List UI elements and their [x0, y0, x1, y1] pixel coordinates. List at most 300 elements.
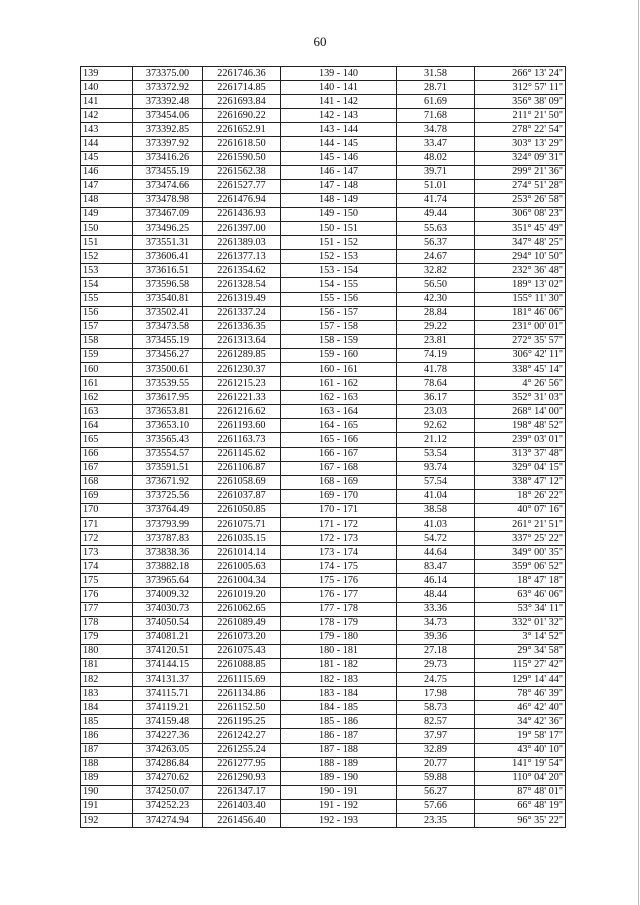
y-coordinate-cell: 2261115.69 — [203, 673, 281, 687]
segment-cell: 173 - 174 — [281, 546, 397, 560]
y-coordinate-cell: 2261242.27 — [203, 729, 281, 743]
direction-angle-cell: 46° 42' 40" — [475, 701, 566, 715]
direction-angle-cell: 115° 27' 42" — [475, 658, 566, 672]
table-row — [81, 813, 566, 827]
segment-cell: 176 - 177 — [281, 588, 397, 602]
segment-cell: 149 - 150 — [281, 207, 397, 221]
table-row — [81, 67, 566, 81]
direction-angle-cell: 351° 45' 49" — [475, 222, 566, 236]
direction-angle-cell: 181° 46' 06" — [475, 306, 566, 320]
point-number-cell: 141 — [81, 95, 133, 109]
segment-cell: 147 - 148 — [281, 179, 397, 193]
x-coordinate-cell: 373617.95 — [133, 391, 203, 405]
length-cell: 48.44 — [397, 588, 475, 602]
length-cell: 48.02 — [397, 151, 475, 165]
length-cell: 33.36 — [397, 602, 475, 616]
x-coordinate-cell: 373725.56 — [133, 489, 203, 503]
direction-angle-cell: 96° 35' 22" — [475, 813, 566, 827]
length-cell: 44.64 — [397, 546, 475, 560]
point-number-cell: 187 — [81, 743, 133, 757]
segment-cell: 144 - 145 — [281, 137, 397, 151]
direction-angle-cell: 313° 37' 48" — [475, 447, 566, 461]
y-coordinate-cell: 2261319.49 — [203, 292, 281, 306]
point-number-cell: 144 — [81, 137, 133, 151]
direction-angle-cell: 43° 40' 10" — [475, 743, 566, 757]
table-row — [81, 334, 566, 348]
direction-angle-cell: 53° 34' 11" — [475, 602, 566, 616]
segment-cell: 160 - 161 — [281, 362, 397, 376]
y-coordinate-cell: 2261403.40 — [203, 799, 281, 813]
point-number-cell: 151 — [81, 236, 133, 250]
x-coordinate-cell: 373764.49 — [133, 503, 203, 517]
segment-cell: 161 - 162 — [281, 377, 397, 391]
point-number-cell: 168 — [81, 475, 133, 489]
segment-cell: 155 - 156 — [281, 292, 397, 306]
length-cell: 56.50 — [397, 278, 475, 292]
direction-angle-cell: 359° 06' 52" — [475, 560, 566, 574]
point-number-cell: 142 — [81, 109, 133, 123]
x-coordinate-cell: 373539.55 — [133, 377, 203, 391]
y-coordinate-cell: 2261134.86 — [203, 687, 281, 701]
length-cell: 39.71 — [397, 165, 475, 179]
x-coordinate-cell: 373554.57 — [133, 447, 203, 461]
x-coordinate-cell: 374131.37 — [133, 673, 203, 687]
y-coordinate-cell: 2261277.95 — [203, 757, 281, 771]
segment-cell: 162 - 163 — [281, 391, 397, 405]
segment-cell: 151 - 152 — [281, 236, 397, 250]
x-coordinate-cell: 373596.58 — [133, 278, 203, 292]
length-cell: 32.89 — [397, 743, 475, 757]
x-coordinate-cell: 374050.54 — [133, 616, 203, 630]
y-coordinate-cell: 2261004.34 — [203, 574, 281, 588]
y-coordinate-cell: 2261073.20 — [203, 630, 281, 644]
direction-angle-cell: 278° 22' 54" — [475, 123, 566, 137]
x-coordinate-cell: 373392.48 — [133, 95, 203, 109]
x-coordinate-cell: 374115.71 — [133, 687, 203, 701]
segment-cell: 168 - 169 — [281, 475, 397, 489]
x-coordinate-cell: 374286.84 — [133, 757, 203, 771]
direction-angle-cell: 268° 14' 00" — [475, 405, 566, 419]
x-coordinate-cell: 373793.99 — [133, 518, 203, 532]
segment-cell: 141 - 142 — [281, 95, 397, 109]
point-number-cell: 160 — [81, 362, 133, 376]
segment-cell: 158 - 159 — [281, 334, 397, 348]
y-coordinate-cell: 2261195.25 — [203, 715, 281, 729]
page-edge — [638, 0, 639, 905]
length-cell: 53.54 — [397, 447, 475, 461]
segment-cell: 184 - 185 — [281, 701, 397, 715]
y-coordinate-cell: 2261690.22 — [203, 109, 281, 123]
length-cell: 27.18 — [397, 644, 475, 658]
table-row — [81, 743, 566, 757]
length-cell: 42.30 — [397, 292, 475, 306]
point-number-cell: 148 — [81, 193, 133, 207]
segment-cell: 164 - 165 — [281, 419, 397, 433]
segment-cell: 150 - 151 — [281, 222, 397, 236]
table-row — [81, 447, 566, 461]
length-cell: 20.77 — [397, 757, 475, 771]
y-coordinate-cell: 2261377.13 — [203, 250, 281, 264]
y-coordinate-cell: 2261289.85 — [203, 348, 281, 362]
segment-cell: 187 - 188 — [281, 743, 397, 757]
segment-cell: 171 - 172 — [281, 518, 397, 532]
segment-cell: 172 - 173 — [281, 532, 397, 546]
direction-angle-cell: 239° 03' 01" — [475, 433, 566, 447]
segment-cell: 143 - 144 — [281, 123, 397, 137]
segment-cell: 191 - 192 — [281, 799, 397, 813]
y-coordinate-cell: 2261088.85 — [203, 658, 281, 672]
table-row — [81, 489, 566, 503]
y-coordinate-cell: 2261562.38 — [203, 165, 281, 179]
table-row — [81, 503, 566, 517]
x-coordinate-cell: 373565.43 — [133, 433, 203, 447]
y-coordinate-cell: 2261389.03 — [203, 236, 281, 250]
length-cell: 29.22 — [397, 320, 475, 334]
direction-angle-cell: 312° 57' 11" — [475, 81, 566, 95]
point-number-cell: 164 — [81, 419, 133, 433]
direction-angle-cell: 253° 26' 58" — [475, 193, 566, 207]
direction-angle-cell: 332° 01' 32" — [475, 616, 566, 630]
point-number-cell: 180 — [81, 644, 133, 658]
point-number-cell: 167 — [81, 461, 133, 475]
x-coordinate-cell: 374009.32 — [133, 588, 203, 602]
table-row — [81, 109, 566, 123]
x-coordinate-cell: 373653.10 — [133, 419, 203, 433]
y-coordinate-cell: 2261106.87 — [203, 461, 281, 475]
y-coordinate-cell: 2261354.62 — [203, 264, 281, 278]
point-number-cell: 174 — [81, 560, 133, 574]
point-number-cell: 143 — [81, 123, 133, 137]
direction-angle-cell: 29° 34' 58" — [475, 644, 566, 658]
x-coordinate-cell: 374030.73 — [133, 602, 203, 616]
length-cell: 37.97 — [397, 729, 475, 743]
point-number-cell: 189 — [81, 771, 133, 785]
segment-cell: 170 - 171 — [281, 503, 397, 517]
x-coordinate-cell: 373838.36 — [133, 546, 203, 560]
length-cell: 24.75 — [397, 673, 475, 687]
table-row — [81, 588, 566, 602]
direction-angle-cell: 306° 42' 11" — [475, 348, 566, 362]
x-coordinate-cell: 374263.05 — [133, 743, 203, 757]
point-number-cell: 157 — [81, 320, 133, 334]
table-row — [81, 81, 566, 95]
x-coordinate-cell: 373474.66 — [133, 179, 203, 193]
length-cell: 41.74 — [397, 193, 475, 207]
x-coordinate-cell: 373653.81 — [133, 405, 203, 419]
coordinates-table — [80, 66, 566, 828]
point-number-cell: 140 — [81, 81, 133, 95]
direction-angle-cell: 110° 04' 20" — [475, 771, 566, 785]
direction-angle-cell: 155° 11' 30" — [475, 292, 566, 306]
point-number-cell: 166 — [81, 447, 133, 461]
segment-cell: 140 - 141 — [281, 81, 397, 95]
length-cell: 31.58 — [397, 67, 475, 81]
x-coordinate-cell: 373454.06 — [133, 109, 203, 123]
point-number-cell: 149 — [81, 207, 133, 221]
point-number-cell: 158 — [81, 334, 133, 348]
y-coordinate-cell: 2261035.15 — [203, 532, 281, 546]
table-row — [81, 320, 566, 334]
direction-angle-cell: 66° 48' 19" — [475, 799, 566, 813]
table-row — [81, 715, 566, 729]
segment-cell: 190 - 191 — [281, 785, 397, 799]
point-number-cell: 185 — [81, 715, 133, 729]
length-cell: 23.81 — [397, 334, 475, 348]
direction-angle-cell: 4° 26' 56" — [475, 377, 566, 391]
table-row — [81, 757, 566, 771]
x-coordinate-cell: 374274.94 — [133, 813, 203, 827]
segment-cell: 192 - 193 — [281, 813, 397, 827]
segment-cell: 157 - 158 — [281, 320, 397, 334]
y-coordinate-cell: 2261089.49 — [203, 616, 281, 630]
segment-cell: 154 - 155 — [281, 278, 397, 292]
y-coordinate-cell: 2261255.24 — [203, 743, 281, 757]
x-coordinate-cell: 374270.62 — [133, 771, 203, 785]
point-number-cell: 183 — [81, 687, 133, 701]
y-coordinate-cell: 2261062.65 — [203, 602, 281, 616]
point-number-cell: 150 — [81, 222, 133, 236]
direction-angle-cell: 40° 07' 16" — [475, 503, 566, 517]
direction-angle-cell: 329° 04' 15" — [475, 461, 566, 475]
table-row — [81, 602, 566, 616]
segment-cell: 169 - 170 — [281, 489, 397, 503]
table-row — [81, 250, 566, 264]
direction-angle-cell: 274° 51' 28" — [475, 179, 566, 193]
segment-cell: 189 - 190 — [281, 771, 397, 785]
length-cell: 34.73 — [397, 616, 475, 630]
direction-angle-cell: 198° 48' 52" — [475, 419, 566, 433]
x-coordinate-cell: 373882.18 — [133, 560, 203, 574]
x-coordinate-cell: 374159.48 — [133, 715, 203, 729]
y-coordinate-cell: 2261714.85 — [203, 81, 281, 95]
x-coordinate-cell: 374119.21 — [133, 701, 203, 715]
length-cell: 57.66 — [397, 799, 475, 813]
point-number-cell: 147 — [81, 179, 133, 193]
y-coordinate-cell: 2261193.60 — [203, 419, 281, 433]
y-coordinate-cell: 2261058.69 — [203, 475, 281, 489]
length-cell: 41.03 — [397, 518, 475, 532]
direction-angle-cell: 272° 35' 57" — [475, 334, 566, 348]
y-coordinate-cell: 2261693.84 — [203, 95, 281, 109]
segment-cell: 186 - 187 — [281, 729, 397, 743]
direction-angle-cell: 141° 19' 54" — [475, 757, 566, 771]
length-cell: 59.88 — [397, 771, 475, 785]
point-number-cell: 179 — [81, 630, 133, 644]
table-row — [81, 546, 566, 560]
y-coordinate-cell: 2261590.50 — [203, 151, 281, 165]
segment-cell: 182 - 183 — [281, 673, 397, 687]
y-coordinate-cell: 2261152.50 — [203, 701, 281, 715]
y-coordinate-cell: 2261436.93 — [203, 207, 281, 221]
point-number-cell: 176 — [81, 588, 133, 602]
table-row — [81, 433, 566, 447]
table-row — [81, 179, 566, 193]
point-number-cell: 156 — [81, 306, 133, 320]
y-coordinate-cell: 2261618.50 — [203, 137, 281, 151]
y-coordinate-cell: 2261746.36 — [203, 67, 281, 81]
table-row — [81, 785, 566, 799]
y-coordinate-cell: 2261328.54 — [203, 278, 281, 292]
y-coordinate-cell: 2261145.62 — [203, 447, 281, 461]
x-coordinate-cell: 373456.27 — [133, 348, 203, 362]
y-coordinate-cell: 2261527.77 — [203, 179, 281, 193]
table-row — [81, 799, 566, 813]
length-cell: 28.71 — [397, 81, 475, 95]
length-cell: 23.03 — [397, 405, 475, 419]
x-coordinate-cell: 373616.51 — [133, 264, 203, 278]
point-number-cell: 153 — [81, 264, 133, 278]
direction-angle-cell: 356° 38' 09" — [475, 95, 566, 109]
length-cell: 38.58 — [397, 503, 475, 517]
table-row — [81, 264, 566, 278]
segment-cell: 183 - 184 — [281, 687, 397, 701]
direction-angle-cell: 211° 21' 50" — [475, 109, 566, 123]
segment-cell: 181 - 182 — [281, 658, 397, 672]
segment-cell: 177 - 178 — [281, 602, 397, 616]
x-coordinate-cell: 374252.23 — [133, 799, 203, 813]
direction-angle-cell: 352° 31' 03" — [475, 391, 566, 405]
length-cell: 29.73 — [397, 658, 475, 672]
table-row — [81, 574, 566, 588]
segment-cell: 175 - 176 — [281, 574, 397, 588]
length-cell: 17.98 — [397, 687, 475, 701]
length-cell: 51.01 — [397, 179, 475, 193]
table-row — [81, 391, 566, 405]
length-cell: 92.62 — [397, 419, 475, 433]
x-coordinate-cell: 373375.00 — [133, 67, 203, 81]
x-coordinate-cell: 373606.41 — [133, 250, 203, 264]
direction-angle-cell: 87° 48' 01" — [475, 785, 566, 799]
table-row — [81, 419, 566, 433]
x-coordinate-cell: 373502.41 — [133, 306, 203, 320]
direction-angle-cell: 232° 36' 48" — [475, 264, 566, 278]
length-cell: 82.57 — [397, 715, 475, 729]
segment-cell: 174 - 175 — [281, 560, 397, 574]
length-cell: 32.82 — [397, 264, 475, 278]
y-coordinate-cell: 2261337.24 — [203, 306, 281, 320]
point-number-cell: 163 — [81, 405, 133, 419]
y-coordinate-cell: 2261075.71 — [203, 518, 281, 532]
length-cell: 71.68 — [397, 109, 475, 123]
length-cell: 36.17 — [397, 391, 475, 405]
table-row — [81, 630, 566, 644]
table-row — [81, 165, 566, 179]
table-row — [81, 151, 566, 165]
y-coordinate-cell: 2261005.63 — [203, 560, 281, 574]
table-row — [81, 701, 566, 715]
length-cell: 39.36 — [397, 630, 475, 644]
point-number-cell: 155 — [81, 292, 133, 306]
length-cell: 28.84 — [397, 306, 475, 320]
point-number-cell: 154 — [81, 278, 133, 292]
table-row — [81, 658, 566, 672]
point-number-cell: 175 — [81, 574, 133, 588]
direction-angle-cell: 337° 25' 22" — [475, 532, 566, 546]
x-coordinate-cell: 373467.09 — [133, 207, 203, 221]
point-number-cell: 146 — [81, 165, 133, 179]
y-coordinate-cell: 2261290.93 — [203, 771, 281, 785]
segment-cell: 165 - 166 — [281, 433, 397, 447]
table-row — [81, 193, 566, 207]
segment-cell: 146 - 147 — [281, 165, 397, 179]
point-number-cell: 172 — [81, 532, 133, 546]
x-coordinate-cell: 373455.19 — [133, 165, 203, 179]
table-row — [81, 362, 566, 376]
length-cell: 49.44 — [397, 207, 475, 221]
direction-angle-cell: 18° 47' 18" — [475, 574, 566, 588]
direction-angle-cell: 306° 08' 23" — [475, 207, 566, 221]
table-row — [81, 306, 566, 320]
direction-angle-cell: 303° 13' 29" — [475, 137, 566, 151]
length-cell: 34.78 — [397, 123, 475, 137]
x-coordinate-cell: 373965.64 — [133, 574, 203, 588]
point-number-cell: 177 — [81, 602, 133, 616]
y-coordinate-cell: 2261215.23 — [203, 377, 281, 391]
length-cell: 41.78 — [397, 362, 475, 376]
table-row — [81, 95, 566, 109]
segment-cell: 167 - 168 — [281, 461, 397, 475]
y-coordinate-cell: 2261397.00 — [203, 222, 281, 236]
point-number-cell: 182 — [81, 673, 133, 687]
direction-angle-cell: 324° 09' 31" — [475, 151, 566, 165]
table-row — [81, 377, 566, 391]
point-number-cell: 186 — [81, 729, 133, 743]
point-number-cell: 181 — [81, 658, 133, 672]
x-coordinate-cell: 373392.85 — [133, 123, 203, 137]
y-coordinate-cell: 2261221.33 — [203, 391, 281, 405]
x-coordinate-cell: 373478.98 — [133, 193, 203, 207]
x-coordinate-cell: 374120.51 — [133, 644, 203, 658]
length-cell: 33.47 — [397, 137, 475, 151]
direction-angle-cell: 266° 13' 24" — [475, 67, 566, 81]
length-cell: 54.72 — [397, 532, 475, 546]
segment-cell: 145 - 146 — [281, 151, 397, 165]
segment-cell: 156 - 157 — [281, 306, 397, 320]
segment-cell: 142 - 143 — [281, 109, 397, 123]
x-coordinate-cell: 374227.36 — [133, 729, 203, 743]
x-coordinate-cell: 373787.83 — [133, 532, 203, 546]
table-row — [81, 687, 566, 701]
table-row — [81, 644, 566, 658]
segment-cell: 180 - 181 — [281, 644, 397, 658]
point-number-cell: 169 — [81, 489, 133, 503]
table-row — [81, 560, 566, 574]
segment-cell: 185 - 186 — [281, 715, 397, 729]
direction-angle-cell: 129° 14' 44" — [475, 673, 566, 687]
point-number-cell: 145 — [81, 151, 133, 165]
table-row — [81, 137, 566, 151]
segment-cell: 148 - 149 — [281, 193, 397, 207]
x-coordinate-cell: 373372.92 — [133, 81, 203, 95]
table-row — [81, 278, 566, 292]
table-row — [81, 222, 566, 236]
table-row — [81, 532, 566, 546]
y-coordinate-cell: 2261476.94 — [203, 193, 281, 207]
x-coordinate-cell: 374250.07 — [133, 785, 203, 799]
y-coordinate-cell: 2261347.17 — [203, 785, 281, 799]
segment-cell: 139 - 140 — [281, 67, 397, 81]
point-number-cell: 165 — [81, 433, 133, 447]
y-coordinate-cell: 2261313.64 — [203, 334, 281, 348]
segment-cell: 159 - 160 — [281, 348, 397, 362]
length-cell: 21.12 — [397, 433, 475, 447]
table-row — [81, 616, 566, 630]
direction-angle-cell: 299° 21' 36" — [475, 165, 566, 179]
coordinates-table-body — [81, 67, 566, 828]
y-coordinate-cell: 2261652.91 — [203, 123, 281, 137]
length-cell: 61.69 — [397, 95, 475, 109]
x-coordinate-cell: 373591.51 — [133, 461, 203, 475]
